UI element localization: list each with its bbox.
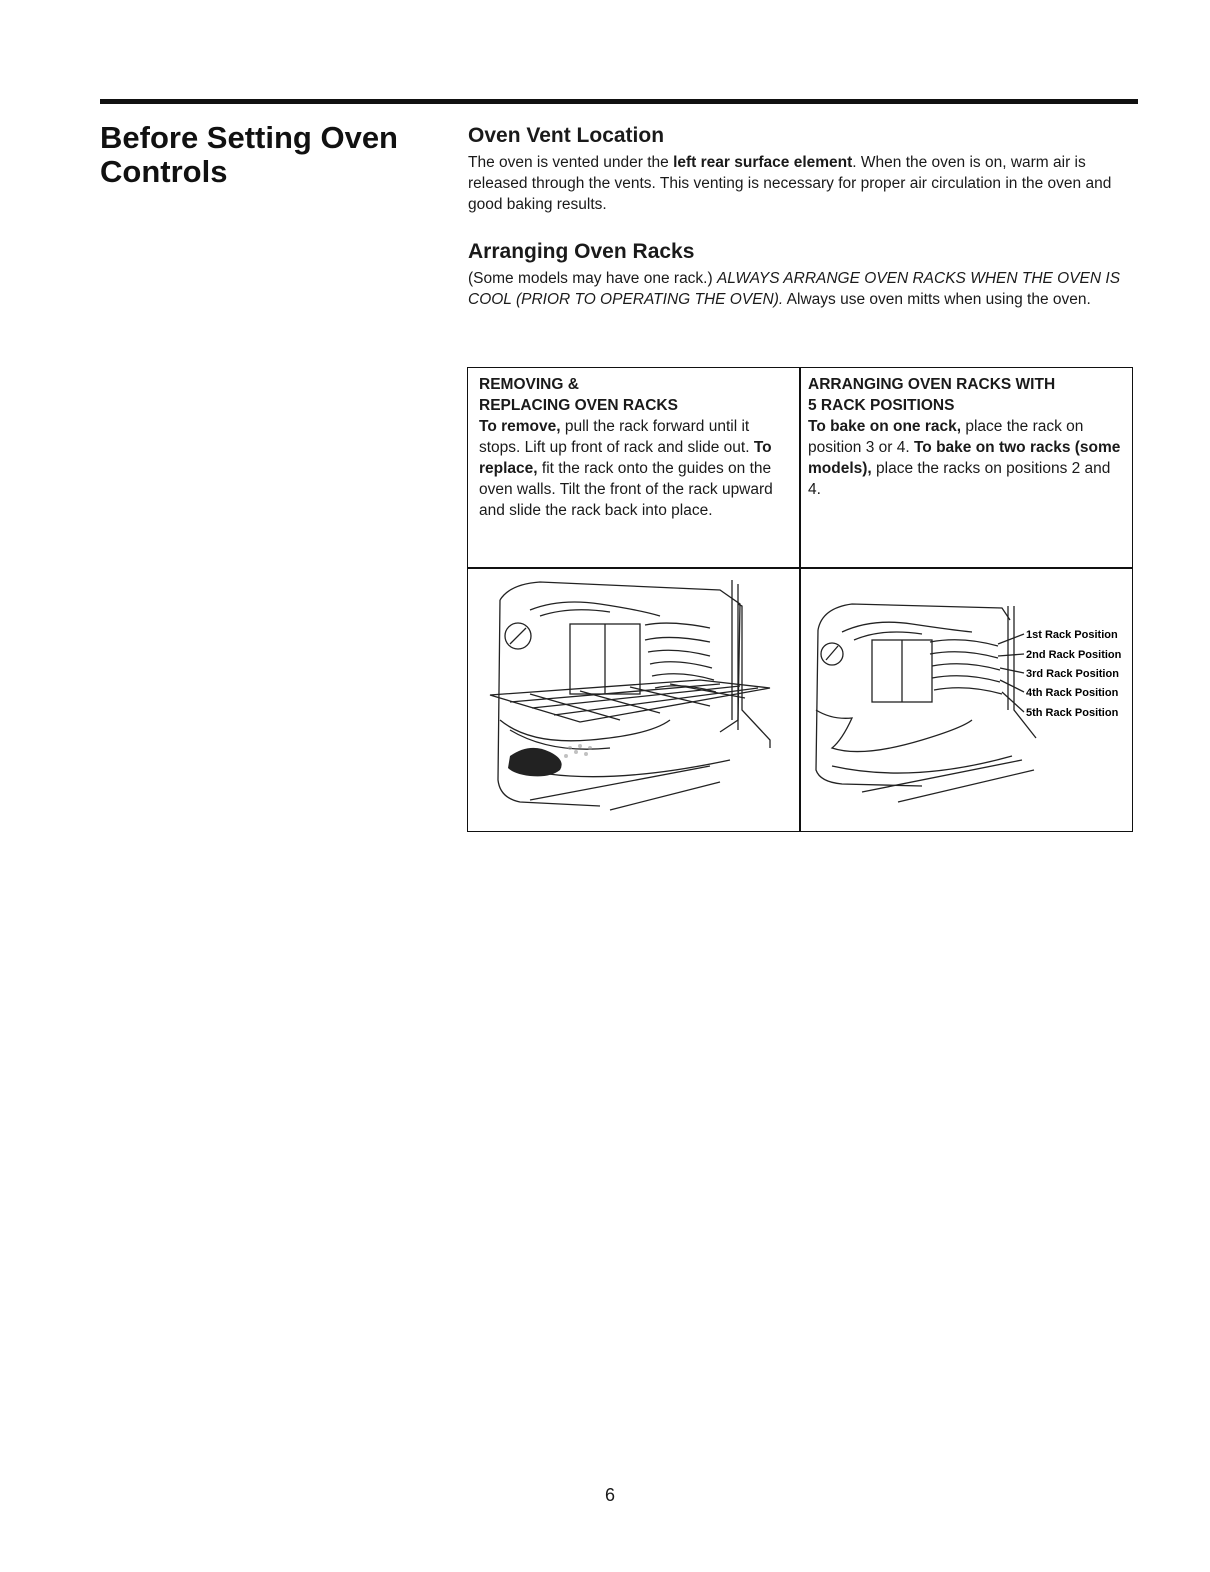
top-rule — [100, 99, 1138, 104]
racks-paragraph — [468, 268, 1140, 310]
instruction-panels — [467, 367, 1133, 832]
two-racks-bold: To bake on two racks (some models), — [808, 439, 1121, 477]
one-rack-text: place the rack on position 3 or 4. — [808, 418, 1084, 456]
panel-left-heading-2: REPLACING OVEN RACKS — [479, 397, 678, 414]
oven-rack-removal-illustration — [470, 570, 798, 828]
rack-position-label: 1st Rack Position — [1026, 629, 1118, 641]
main-content — [468, 123, 1140, 310]
rack-position-label: 2nd Rack Position — [1026, 649, 1122, 661]
rack-position-label: 4th Rack Position — [1026, 687, 1119, 699]
vent-text-1: The oven is vented under the — [468, 154, 674, 171]
racks-heading: Arranging Oven Racks — [468, 240, 695, 263]
two-racks-text: place the racks on positions 2 and 4. — [808, 460, 1111, 498]
panel-left-body — [479, 416, 794, 521]
page-number: 6 — [605, 1485, 616, 1505]
remove-text: pull the rack forward until it stops. Lift up front of rack and slide out. — [479, 418, 754, 456]
replace-bold: To replace, — [479, 439, 772, 477]
section-title: Before Setting Oven Controls — [100, 120, 398, 189]
rack-position-label: 3rd Rack Position — [1026, 668, 1119, 680]
rack-position-label: 5th Rack Position — [1026, 707, 1119, 719]
vent-text-bold: left rear surface element — [673, 154, 853, 171]
replace-text: fit the rack onto the guides on the oven walls. Tilt the front of the rack upward and slide the rack back into place. — [479, 460, 773, 519]
vent-heading: Oven Vent Location — [468, 124, 665, 147]
vent-section — [468, 123, 1140, 215]
remove-bold: To remove, — [479, 418, 561, 435]
vent-paragraph — [468, 152, 1140, 215]
racks-text-2: Always use oven mitts when using the oven. — [783, 291, 1091, 308]
panel-right-heading-1: ARRANGING OVEN RACKS WITH — [808, 376, 1056, 393]
panel-removing-text — [479, 374, 794, 521]
racks-section — [468, 239, 1140, 310]
panel-divider — [799, 368, 801, 831]
panel-right-heading-2: 5 RACK POSITIONS — [808, 397, 955, 414]
panel-right-body — [808, 416, 1126, 500]
panel-left-heading-1: REMOVING & — [479, 376, 579, 393]
vent-text-2: . When the oven is on, warm air is released through the vents. This venting is necessary for proper air circulation in the oven and good baking results. — [468, 154, 1112, 213]
panel-hline — [468, 567, 1132, 569]
one-rack-bold: To bake on one rack, — [808, 418, 962, 435]
racks-text-italic: ALWAYS ARRANGE OVEN RACKS WHEN THE OVEN IS COOL (PRIOR TO OPERATING THE OVEN). — [468, 270, 1121, 308]
panel-arranging-text — [808, 374, 1126, 500]
racks-text-1: (Some models may have one rack.) — [468, 270, 717, 287]
rack-positions-illustration — [802, 570, 1130, 828]
